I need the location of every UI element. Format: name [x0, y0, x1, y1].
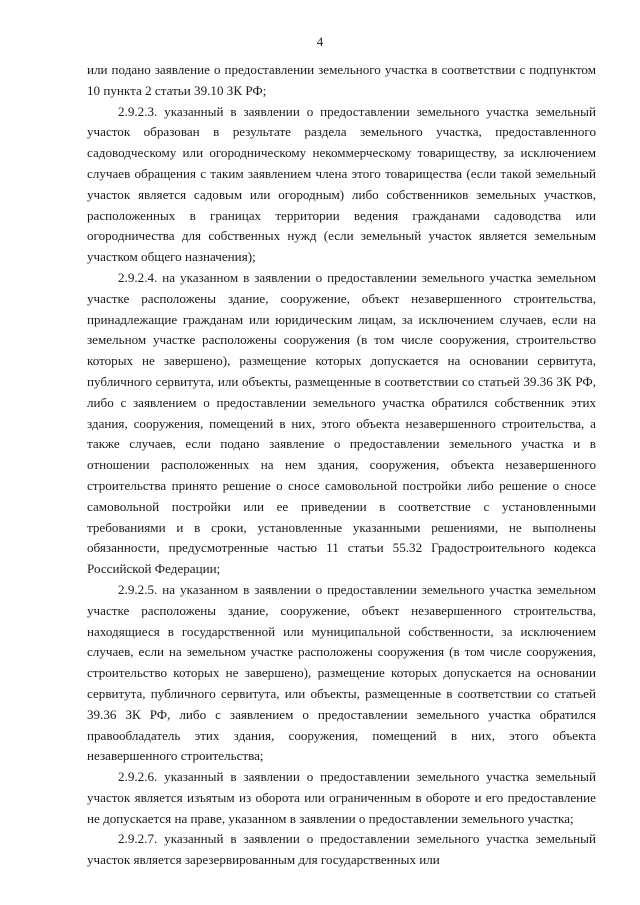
- paragraph-2-9-2-5: 2.9.2.5. на указанном в заявлении о предоставлении земельного участка земельном участке расположены здание, сооружение, объект незавершенного строительства, находящиеся в государственной или муниципальной собственности, за исключением случаев, если на земельном участке расположены сооружения (в том числе сооружения, строительство которых не завершено), размещение которых допускается на основании сервитута, публичного сервитута, или объекты, размещенные в соответствии со статьей 39.36 ЗК РФ, либо с заявлением о предоставлении земельного участка обратился правообладатель этих здания, сооружения, помещений в них, этого объекта незавершенного строительства;: [87, 581, 596, 764]
- page-number: 4: [316, 34, 324, 49]
- paragraph-2-9-2-3: 2.9.2.3. указанный в заявлении о предоставлении земельного участка земельный участок образован в результате раздела земельного участка, предоставленного садоводческому или огородническому некоммерческому товариществу, за исключением случаев обращения с таким заявлением члена этого товарищества (если такой земельный участок является садовым или огородным) либо собственников земельных участков, расположенных в границах территории ведения гражданами садоводства или огородничества для собственных нужд (если земельный участок является земельным участком общего назначения);: [87, 103, 596, 265]
- paragraph-continuation: или подано заявление о предоставлении земельного участка в соответствии с подпунктом 10 пункта 2 статьи 39.10 ЗК РФ;: [87, 62, 596, 98]
- paragraph-2-9-2-7: 2.9.2.7. указанный в заявлении о предоставлении земельного участка земельный участок является зарезервированным для государственных или: [87, 831, 596, 868]
- paragraph-2-9-2-4: 2.9.2.4. на указанном в заявлении о предоставлении земельного участка земельном участке расположены здание, сооружение, объект незавершенного строительства, принадлежащие гражданам или юридическим лицам, за исключением случаев, если на земельном участке расположены сооружения (в том числе сооружения, строительство которых не завершено), размещение которых допускается на основании сервитута, публичного сервитута, или объекты, размещенные в соответствии со статьей 39.36 ЗК РФ, либо с заявлением о предоставлении земельного участка обратился собственник этих здания, сооружения, помещений в них, этого объекта незавершенного строительства, а также случаев, если подано заявление о предоставлении земельного участка и в отношении расположенных на нем здания, сооружения, объекта незавершенного строительства принято решение о сносе самовольной постройки либо решение о сносе самовольной постройки или ее приведении в соответствие с установленными требованиями и в сроки, установленные указанными решениями, не выполнены обязанности, предусмотренные частью 11 статьи 55.32 Градостроительного кодекса Российской Федерации;: [87, 269, 596, 577]
- document-body: [87, 60, 596, 871]
- paragraph-2-9-2-6: 2.9.2.6. указанный в заявлении о предоставлении земельного участка земельный участок является изъятым из оборота или ограниченным в обороте и его предоставление не допускается на праве, указанном в заявлении о предоставлении земельного участка;: [87, 769, 596, 826]
